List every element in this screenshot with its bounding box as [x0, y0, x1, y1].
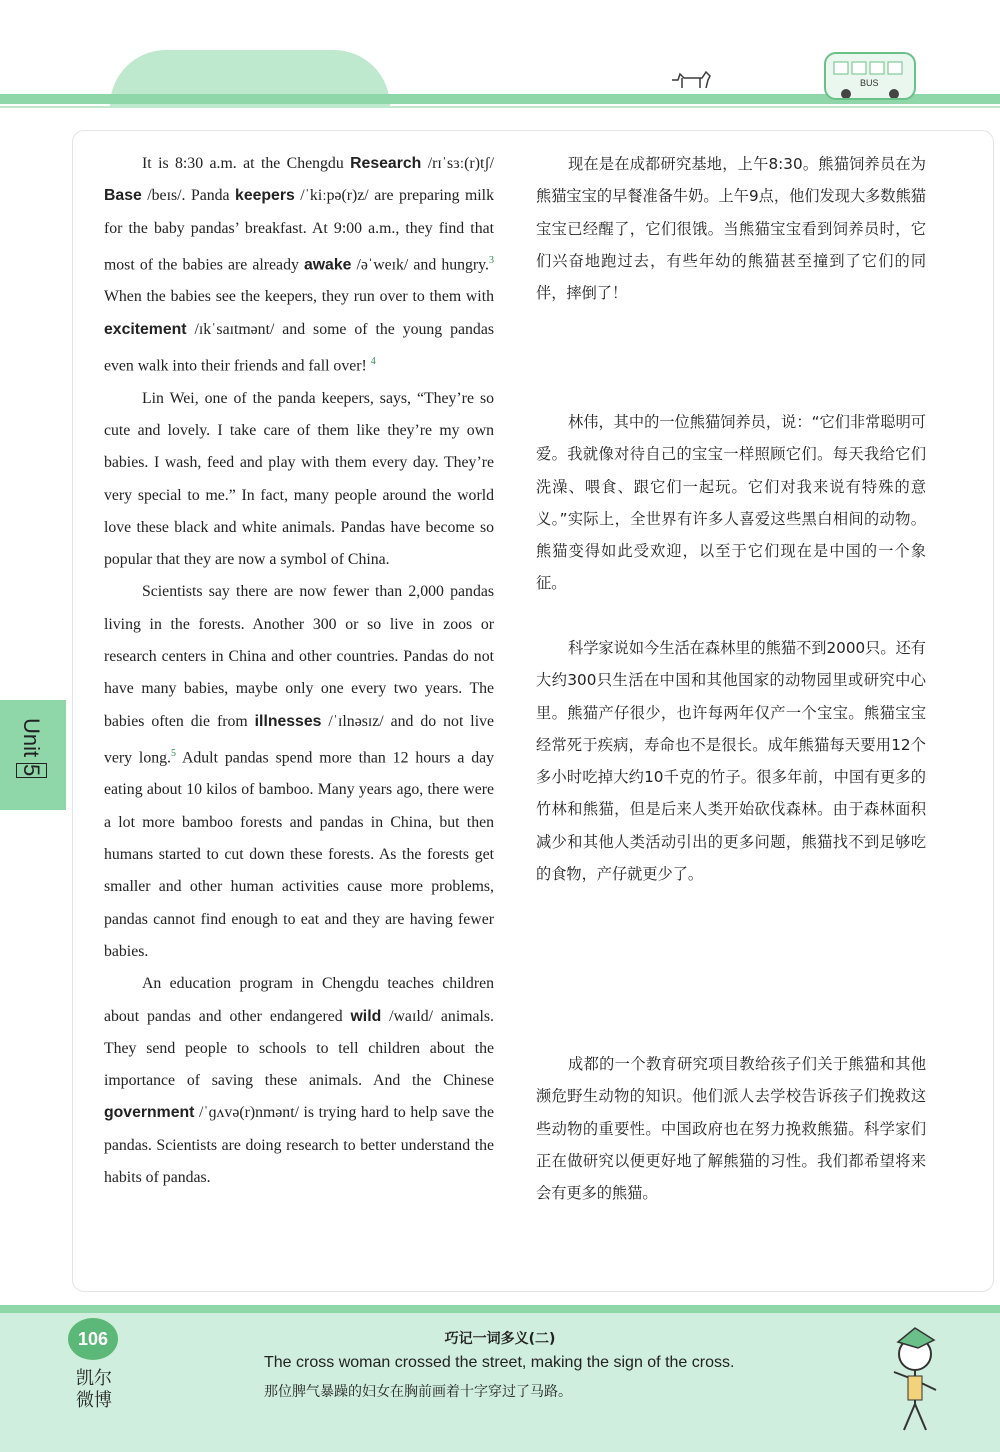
- bus-label: BUS: [860, 78, 879, 88]
- english-paragraph-1: [104, 148, 494, 383]
- top-light-stripe: [0, 106, 1000, 108]
- bus-icon: [824, 52, 916, 100]
- text-run: Adult pandas spend more than 12 hours a day eating about 10 kilos of bamboo. Many years ago, there were a lot more bamboo forests and pandas in China, but then humans started to cut down these forests. As the forests get smaller and other human activities cause more problems, pandas cannot find enough to eat and they are having fewer babies.: [104, 749, 495, 960]
- text-run: /beɪs/. Panda: [141, 187, 236, 205]
- text-run: /ˈɪlnəsɪz/ and do not live very long.: [104, 712, 494, 767]
- chinese-paragraph-2: 林伟，其中的一位熊猫饲养员，说：“它们非常聪明可爱。我就像对待自己的宝宝一样照顾它们。每天我给它们洗澡、喂食、跟它们一起玩。它们对我来说有特殊的意义。”实际上，全世界有许多人喜爱这些黑白相间的动物。熊猫变得如此受欢迎，以至于它们现在是中国的一个象征。: [536, 413, 926, 593]
- tip-title: 巧记一词多义(二): [444, 1331, 556, 1347]
- text-run: /əˈweɪk/ and hungry.: [351, 256, 489, 274]
- text-run: When the babies see the keepers, they run over to them with: [104, 288, 494, 306]
- english-paragraph-4: [104, 968, 494, 1194]
- brand-label: [76, 1368, 120, 1412]
- keyword-government: government: [104, 1104, 195, 1122]
- brand-line-2: 微博: [76, 1390, 112, 1411]
- cartoon-kid-icon: [870, 1320, 960, 1440]
- text-run: /waɪld/ animals. They send people to schools to tell children about the importance of saving these animals. And the Chinese: [104, 1007, 494, 1090]
- keyword-base: Base: [104, 187, 142, 205]
- tip-english: The cross woman crossed the street, making the sign of the cross.: [264, 1354, 735, 1371]
- text-run: /ɪkˈsaɪtmənt/ and some of the young pandas even walk into their friends and fall over!: [104, 320, 494, 375]
- unit-label: [18, 718, 44, 778]
- tip-chinese: 那位脾气暴躁的妇女在胸前画着十字穿过了马路。: [264, 1384, 572, 1400]
- english-paragraph-3: [104, 576, 494, 968]
- footer-stripe: [0, 1305, 1000, 1313]
- keyword-excitement: excitement: [104, 320, 187, 338]
- note-marker: 5: [170, 747, 176, 759]
- text-run: It is 8:30 a.m. at the Chengdu: [142, 155, 351, 172]
- note-marker: 3: [489, 254, 494, 266]
- unit-number: 5: [16, 763, 47, 777]
- chinese-paragraph-1: 现在是在成都研究基地，上午8:30。熊猫饲养员在为熊猫宝宝的早餐准备牛奶。上午9点，他们发现大多数熊猫宝宝已经醒了，它们很饿。当熊猫宝宝看到饲养员时，它们兴奋地跑过去，有些年幼的熊猫甚至撞到了它们的同伴，摔倒了！: [536, 155, 926, 303]
- unit-side-tab: [0, 700, 66, 810]
- text-run: An education program in Chengdu teaches children about pandas and other endangered: [104, 975, 494, 1025]
- brand-line-1: 凯尔: [76, 1368, 112, 1389]
- chinese-paragraph-3: 科学家说如今生活在森林里的熊猫不到2000只。还有大约300只生活在中国和其他国家的动物园里或研究中心里。熊猫产仔很少，也许每两年仅产一个宝宝。熊猫宝宝经常死于疾病，寿命也不是很长。成年熊猫每天要用12个多小时吃掉大约10千克的竹子。很多年前，中国有更多的竹林和熊猫，但是后来人类开始砍伐森林。由于森林面积减少和其他人类活动引出的更多问题，熊猫找不到足够吃的食物，产仔就更少了。: [536, 639, 926, 884]
- page-number: 106: [68, 1318, 118, 1360]
- chinese-paragraph-4: 成都的一个教育研究项目教给孩子们关于熊猫和其他濒危野生动物的知识。他们派人去学校告诉孩子们挽救这些动物的重要性。中国政府也在努力挽救熊猫。科学家们正在做研究以便更好地了解熊猫的习性。我们都希望将来会有更多的熊猫。: [536, 1055, 926, 1203]
- keyword-keepers: keepers: [235, 187, 295, 205]
- keyword-wild: wild: [350, 1007, 382, 1025]
- keyword-illnesses: illnesses: [254, 712, 322, 730]
- unit-word: Unit: [19, 718, 44, 758]
- bus-windows: [826, 54, 914, 98]
- dog-icon: [670, 70, 714, 90]
- keyword-research: Research: [350, 155, 422, 172]
- english-passage: [104, 148, 494, 1194]
- text-run: /ˈɡʌvə(r)nmənt/ is trying hard to help save the pandas. Scientists are doing research to better understand the habits of pandas.: [104, 1104, 494, 1186]
- text-run: /rɪˈsɜː(r)tʃ/: [421, 155, 494, 172]
- note-marker: 4: [370, 356, 376, 368]
- keyword-awake: awake: [303, 256, 352, 274]
- english-paragraph-2: Lin Wei, one of the panda keepers, says, “They’re so cute and lovely. I take care of them like they’re my own babies. I wash, feed and play with them every day. They’re very special to me.” In fact, many people around the world love these black and white animals. Pandas have become so popular that they are now a symbol of China.: [104, 389, 494, 569]
- text-run: /ˈkiːpə(r)z/ are preparing milk for the baby pandas’ breakfast. At 9:00 a.m., they find that most of the babies are already: [104, 187, 494, 274]
- text-run: Scientists say there are now fewer than 2,000 pandas living in the forests. Another 300 or so live in zoos or research centers in China and other countries. Pandas do not have many babies, maybe only one every two years. The babies often die from: [104, 583, 494, 730]
